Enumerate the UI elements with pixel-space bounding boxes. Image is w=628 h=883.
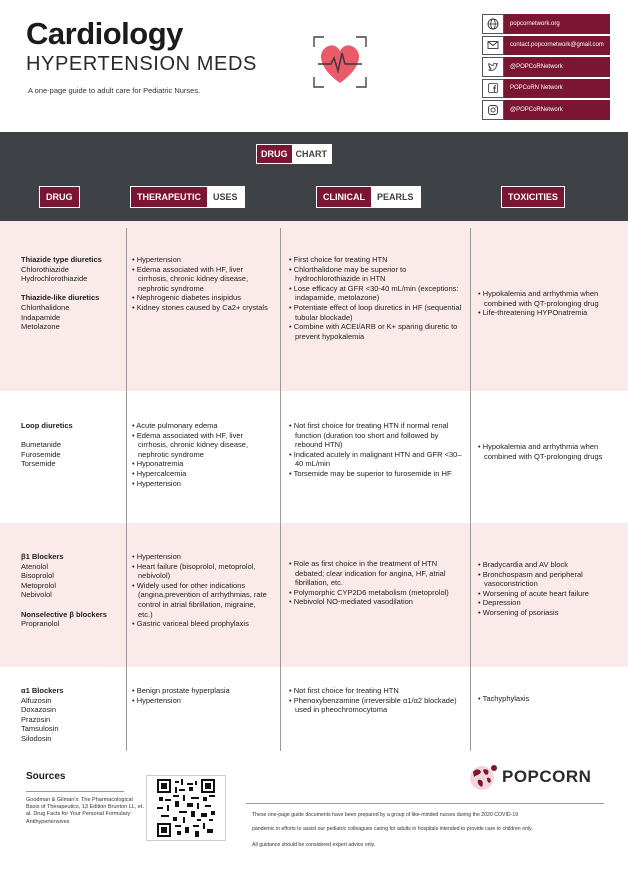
contact-instagram[interactable]	[482, 100, 610, 120]
uses-item: • Kidney stones caused by Ca2+ crystals	[132, 303, 272, 313]
drug-name: Chlorthalidone	[21, 302, 70, 312]
pearls-item: • Polymorphic CYP2D6 metabolism (metoprolol)	[289, 588, 464, 598]
drug-group: α1 Blockers	[21, 686, 64, 695]
drug-name: Tamsulosin	[21, 724, 59, 734]
pearls-item: • Combine with ACEI/ARB or K+ sparing diuretic to prevent hypokalemia	[289, 322, 464, 341]
drug-chart-label-a: DRUG	[257, 145, 292, 163]
drug-name: Metoprolol	[21, 580, 57, 590]
pearls-item: • Chlorthalidone may be superior to hydrochlorothiazide in HTN	[289, 265, 464, 284]
uses-cell	[132, 421, 272, 488]
toxicity-item: • Life-threatening HYPOnatremia	[478, 308, 613, 318]
toxicity-item: • Bronchospasm and peripheral vasoconstriction	[478, 570, 613, 589]
drug-group: Thiazide-like diuretics	[21, 293, 100, 303]
contact-facebook-text: POPCoRN Network	[504, 79, 610, 99]
uses-item: • Hypertension	[132, 479, 272, 489]
contact-twitter[interactable]	[482, 57, 610, 77]
twitter-icon	[482, 57, 504, 77]
drug-cell	[21, 255, 125, 332]
toxicities-cell	[478, 289, 613, 318]
uses-item: • Edema associated with HF, liver cirrhosis, chronic kidney disease, nephrotic syndrome	[132, 431, 272, 460]
drug-cell	[21, 552, 125, 629]
sources-divider	[26, 791, 124, 792]
pearls-cell	[289, 686, 464, 715]
toxicities-cell	[478, 560, 613, 618]
pearls-item: • Indicated acutely in malignant HTN and GFR <30–40 mL/min	[289, 450, 464, 469]
chart-header-band	[0, 132, 628, 221]
uses-cell	[132, 686, 272, 705]
pearls-item: • Role as first choice in the treatment of HTN debated; clear indication for angina, HF, atrial fibrillation, etc.	[289, 559, 464, 588]
pearls-cell	[289, 255, 464, 341]
contact-facebook[interactable]	[482, 79, 610, 99]
toxicity-item: • Tachyphylaxis	[478, 694, 613, 704]
drug-name: Nebivolol	[21, 590, 52, 600]
sources-heading: Sources	[26, 771, 66, 782]
column-header-drug-text: DRUG	[40, 187, 79, 207]
drug-name: Silodosin	[21, 733, 52, 743]
page-subtitle: HYPERTENSION MEDS	[26, 53, 257, 75]
footer-divider	[246, 803, 604, 804]
pearls-cell	[289, 559, 464, 607]
contact-twitter-text: @POPCoRNetwork	[504, 57, 610, 77]
contact-website-text: popcornetwork.org	[504, 14, 610, 34]
column-divider	[126, 228, 127, 751]
pearls-item: • Phenoxybenzamine (irreversible α1/α2 blockade) used in pheochromocytoma	[289, 696, 464, 715]
drug-name: Propranolol	[21, 619, 60, 629]
drug-name: Torsemide	[21, 459, 56, 469]
toxicity-item: • Hypokalemia and arrhythmia when combined with QT-prolonging drugs	[478, 442, 613, 461]
drug-name: Prazosin	[21, 714, 51, 724]
drug-group: Thiazide type diuretics	[21, 255, 102, 264]
column-divider	[470, 228, 471, 751]
drug-chart-label-b: CHART	[292, 145, 332, 163]
uses-item: • Acute pulmonary edema	[132, 421, 272, 431]
uses-item: • Edema associated with HF, liver cirrhosis, chronic kidney disease, nephrotic syndrome	[132, 265, 272, 294]
drug-chart-label	[256, 144, 332, 164]
popcorn-logo-text: POPCORN	[502, 767, 592, 786]
table-row	[0, 221, 628, 391]
toxicity-item: • Worsening of acute heart failure	[478, 589, 613, 599]
drug-name: Chlorothiazide	[21, 264, 69, 274]
pearls-item: • Potentiate effect of loop diuretics in HF (sequential tubular blockade)	[289, 303, 464, 322]
qr-code-icon[interactable]	[146, 775, 226, 841]
drug-name: Indapamide	[21, 312, 61, 322]
table-row	[0, 523, 628, 667]
pearls-item: • Not first choice for treating HTN	[289, 686, 464, 696]
contact-website[interactable]	[482, 14, 610, 34]
heart-monitor-icon	[310, 33, 370, 91]
uses-item: • Hypertension	[132, 255, 272, 265]
column-header-pearls	[316, 186, 421, 208]
column-header-drug	[39, 186, 80, 208]
popcorn-world-icon	[468, 762, 502, 792]
drug-cell	[21, 686, 125, 744]
pearls-item: • First choice for treating HTN	[289, 255, 464, 265]
globe-icon	[482, 14, 504, 34]
pearls-item: • Torsemide may be superior to furosemide in HF	[289, 469, 464, 479]
toxicities-cell	[478, 442, 613, 461]
pearls-item: • Nebivolol NO-mediated vasodilation	[289, 597, 464, 607]
uses-item: • Hypertension	[132, 552, 272, 562]
page-tagline: A one-page guide to adult care for Pediatric Nurses.	[28, 86, 201, 95]
drug-cell	[21, 421, 125, 469]
column-header-uses-b: USES	[207, 187, 244, 207]
instagram-icon	[482, 100, 504, 120]
drug-name: Metolazone	[21, 322, 60, 332]
toxicity-item: • Hypokalemia and arrhythmia when combined with QT-prolonging drug	[478, 289, 613, 308]
uses-item: • Hypercalcemia	[132, 469, 272, 479]
uses-item: • Gastric variceal bleed prophylaxis	[132, 619, 272, 629]
drug-group: β1 Blockers	[21, 552, 64, 561]
contact-instagram-text: @POPCoRNetwork	[504, 100, 610, 120]
uses-item: • Widely used for other indications (angina,prevention of arrhythmias, rate control in atrial fibrillation, migraine, etc.)	[132, 581, 272, 619]
uses-item: • Hyponatremia	[132, 459, 272, 469]
drug-name: Alfuzosin	[21, 695, 52, 705]
drug-group: Nonselective β blockers	[21, 609, 107, 619]
contact-email-text: contact.popcornetwork@gmail.com	[504, 36, 610, 56]
drug-name: Atenolol	[21, 561, 49, 571]
disclaimer-line: pandemic in efforts to assist our pediatric colleagues caring for adults in hospitals intended to provide care to children only.	[252, 826, 533, 832]
column-divider	[280, 228, 281, 751]
column-header-pearls-a: CLINICAL	[317, 187, 371, 207]
uses-cell	[132, 255, 272, 313]
column-header-toxicities-text: TOXICITIES	[502, 187, 564, 207]
drug-name: Doxazosin	[21, 705, 57, 715]
column-header-uses-a: THERAPEUTIC	[131, 187, 207, 207]
toxicity-item: • Bradycardia and AV block	[478, 560, 613, 570]
popcorn-logo	[468, 762, 591, 792]
drug-name: Bisoprolol	[21, 571, 54, 581]
pearls-item: • Not first choice for treating HTN if normal renal function (duration too short and followed by rebound HTN)	[289, 421, 464, 450]
toxicity-item: • Depression	[478, 598, 613, 608]
uses-item: • Heart failure (bisoprolol, metoprolol, nebivolol)	[132, 562, 272, 581]
disclaimer-line: These one-page guide documents have been prepared by a group of like-minded nurses during the 2020 COVID-19	[252, 812, 519, 818]
pearls-item: • Lose efficacy at GFR <30-40 mL/min (exceptions: indapamide, metolazone)	[289, 284, 464, 303]
drug-name: Hydrochlorothiazide	[21, 274, 88, 284]
column-header-uses	[130, 186, 245, 208]
pearls-cell	[289, 421, 464, 479]
drug-group: Loop diuretics	[21, 421, 73, 430]
table-row	[0, 667, 628, 759]
drug-name: Furosemide	[21, 449, 61, 459]
table-row	[0, 391, 628, 523]
toxicity-item: • Worsening of psoriasis	[478, 608, 613, 618]
email-icon	[482, 36, 504, 56]
toxicities-cell	[478, 694, 613, 704]
disclaimer-line: All guidance should be considered expert advice only.	[252, 842, 376, 848]
page-title: Cardiology	[26, 16, 183, 51]
column-header-pearls-b: PEARLS	[371, 187, 420, 207]
contact-email[interactable]	[482, 36, 610, 56]
column-header-toxicities	[501, 186, 565, 208]
uses-cell	[132, 552, 272, 629]
uses-item: • Nephrogenic diabetes insipidus	[132, 293, 272, 303]
sources-text: Goodman & Gilman's: The Pharmacological Basis of Therapeutics, 13 Edition Brunton LL, et. al. Drug Facts for Your Personal Formulary: Antihypertensives	[26, 797, 144, 825]
uses-item: • Hypertension	[132, 696, 272, 706]
drug-name: Bumetanide	[21, 440, 62, 450]
contact-list	[482, 14, 610, 122]
uses-item: • Benign prostate hyperplasia	[132, 686, 272, 696]
facebook-icon	[482, 79, 504, 99]
